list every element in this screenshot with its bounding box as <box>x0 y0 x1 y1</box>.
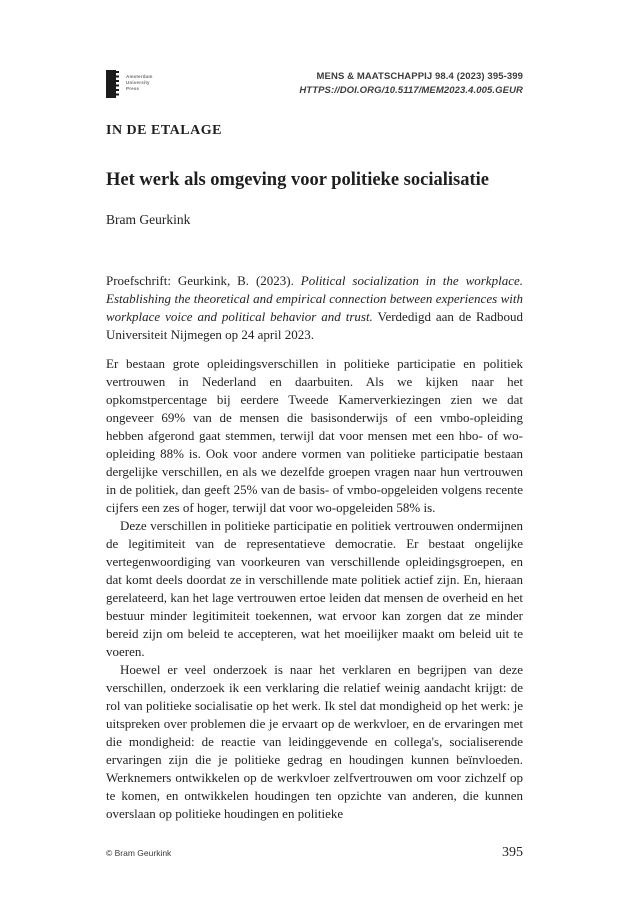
publisher-wordmark-line: Amsterdam <box>126 74 153 79</box>
reference-text: Verdedigd aan de Radboud Universiteit Nijmegen op 24 april 2023. <box>106 309 523 342</box>
journal-info <box>299 70 523 97</box>
page-header <box>106 70 523 98</box>
author-name: Bram Geurkink <box>106 212 191 227</box>
section-label: IN DE ETALAGE <box>106 123 222 138</box>
aup-logo-block <box>106 70 116 98</box>
article-body <box>106 355 523 843</box>
publisher-wordmark <box>126 70 153 98</box>
body-paragraph: Hoewel er veel onderzoek is naar het verklaren en begrijpen van deze verschillen, onderzoek ik een verklaring die relatief weinig aandacht krijgt: de rol van politieke socialisatie op het werk. Ik stel dat mondigheid op het werk: je uitspreken over problemen die je ervaart op de werkvloer, en de ervaringen met die mondigheid: de reactie van leidinggevende en collega's, socialiserende ervaringen zijn die je politieke gedrag en houdingen kunnen beïnvloeden. Werknemers ontwikkelen op de werkvloer zelfvertrouwen om voor zichzelf op te komen, en ontwikkelen houdingen ten opzichte van anderen, die kunnen overslaan op politieke houdingen en politieke <box>106 662 523 821</box>
reference-thesis-title: Political socialization in the workplace. Establishing the theoretical and empirical connection between experiences with workplace voice and political behavior and trust. <box>106 273 523 324</box>
aup-logo-teeth <box>116 71 119 97</box>
article-title: Het werk als omgeving voor politieke socialisatie <box>106 170 489 190</box>
publisher-logo <box>106 70 153 98</box>
page-footer <box>106 845 523 861</box>
publisher-wordmark-line: University <box>126 80 150 85</box>
page-number: 395 <box>502 845 523 860</box>
publisher-wordmark-line: Press <box>126 86 140 91</box>
reference-paragraph <box>106 272 523 344</box>
body-paragraph: Deze verschillen in politieke participatie en politiek vertrouwen ondermijnen de legitimiteit van de representatieve democratie. Er bestaat ongelijke vertegenwoordiging van voorkeuren van verschillende opleidingsgroepen, en dat komt deels doordat ze in verschillende mate politiek actief zijn. En, hieraan gerelateerd, kan het lage vertrouwen ertoe leiden dat mensen de overheid en het bestuur minder legitimiteit toekennen, wat ervoor kan zorgen dat ze minder bereid zijn om beleid te accepteren, wat het moeilijker maakt om beleid uit te voeren. <box>106 518 523 659</box>
body-paragraph: Er bestaan grote opleidingsverschillen in politieke participatie en politiek vertrouwen in Nederland en daarbuiten. Als we kijken naar het opkomstpercentage bij eerdere Tweede Kamerverkiezingen zien we dat ongeveer 69% van de mensen die basisonderwijs of een vmbo-opleiding hebben afgerond gaat stemmen, terwijl dat voor mensen met een hbo- of wo-opleiding 88% is. Ook voor andere vormen van politieke participatie bestaan dergelijke verschillen, en als we dezelfde groepen vragen naar hun vertrouwen in de politiek, dan geeft 25% van de basis- of vmbo-opgeleiden volgens recente cijfers een zes of hoger, terwijl dat voor wo-opgeleiden 58% is. <box>106 356 523 515</box>
copyright-notice: © Bram Geurkink <box>106 848 172 858</box>
journal-citation: MENS & MAATSCHAPPIJ 98.4 (2023) 395-399 <box>316 71 523 82</box>
doi-text: HTTPS://DOI.ORG/10.5117/MEM2023.4.005.GEUR <box>299 84 523 96</box>
reference-text: Proefschrift: Geurkink, B. (2023). <box>106 273 301 288</box>
aup-logo-icon <box>106 70 120 98</box>
